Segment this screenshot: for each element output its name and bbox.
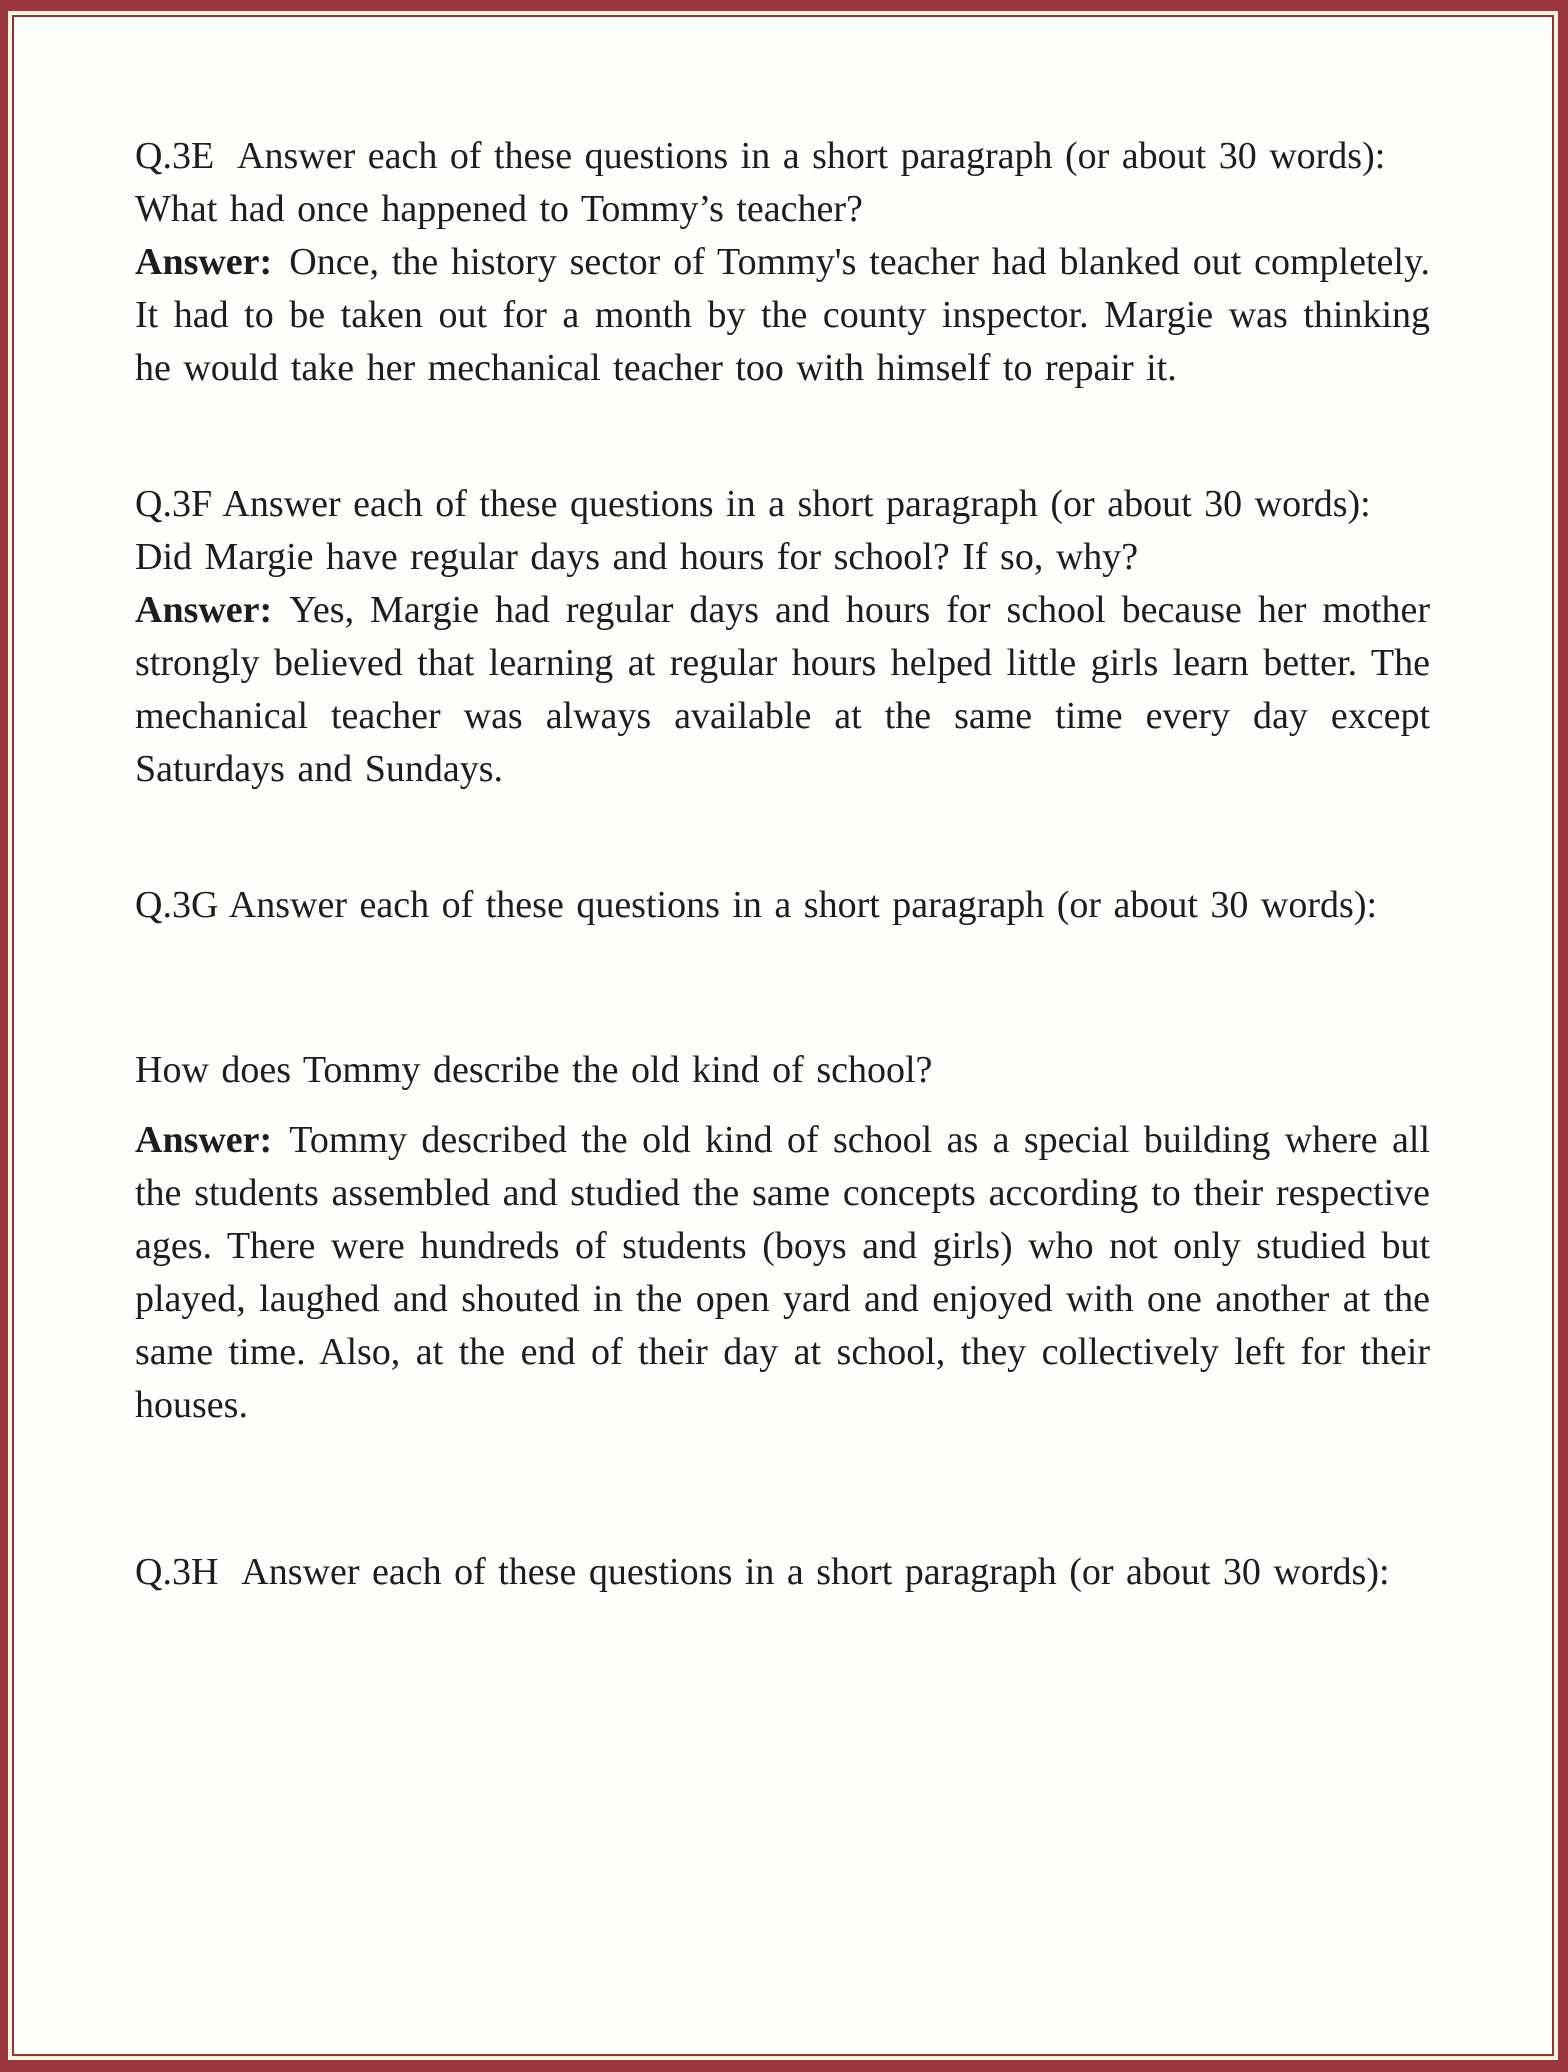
answer-label: Answer: xyxy=(135,1119,273,1161)
question-header: Q.3G Answer each of these questions in a short paragraph (or about 30 words): xyxy=(135,884,1378,926)
question-text: How does Tommy describe the old kind of school? xyxy=(135,1049,933,1091)
answer-text: Yes, Margie had regular days and hours for school because her mother strongly believed that learning at regular hours helped little girls learn better. The mechanical teacher was always available at the same time every day except Saturdays and Sundays. xyxy=(135,589,1430,790)
answer-text: Tommy described the old kind of school as a special building where all the students assembled and studied the same concepts according to their respective ages. There were hundreds of students (boys and girls) who not only studied but played, laughed and shouted in the open yard and enjoyed with one another at the same time. Also, at the end of their day at school, they collectively left for their houses. xyxy=(135,1119,1430,1426)
qa-section-q3h xyxy=(135,1546,1430,1599)
question-header: Q.3H Answer each of these questions in a short paragraph (or about 30 words): xyxy=(135,1551,1390,1593)
answer-paragraph xyxy=(135,1114,1430,1432)
answer-text: Once, the history sector of Tommy's teacher had blanked out completely. It had to be taken out for a month by the county inspector. Margie was thinking he would take her mechanical teacher too with himself to repair it. xyxy=(135,241,1430,389)
qa-section-q3f xyxy=(135,478,1430,796)
answer-paragraph xyxy=(135,236,1430,395)
answer-label: Answer: xyxy=(135,241,273,283)
question-text: What had once happened to Tommy’s teacher? xyxy=(135,188,863,230)
document-page xyxy=(12,15,1554,2056)
page-border-gap xyxy=(8,11,1558,2060)
answer-paragraph xyxy=(135,584,1430,796)
qa-section-q3g xyxy=(135,879,1430,1432)
question-header: Q.3F Answer each of these questions in a short paragraph (or about 30 words): xyxy=(135,483,1371,525)
question-text: Did Margie have regular days and hours for school? If so, why? xyxy=(135,536,1139,578)
question-header: Q.3E Answer each of these questions in a short paragraph (or about 30 words): xyxy=(135,135,1386,177)
qa-section-q3e xyxy=(135,130,1430,395)
answer-label: Answer: xyxy=(135,589,273,631)
